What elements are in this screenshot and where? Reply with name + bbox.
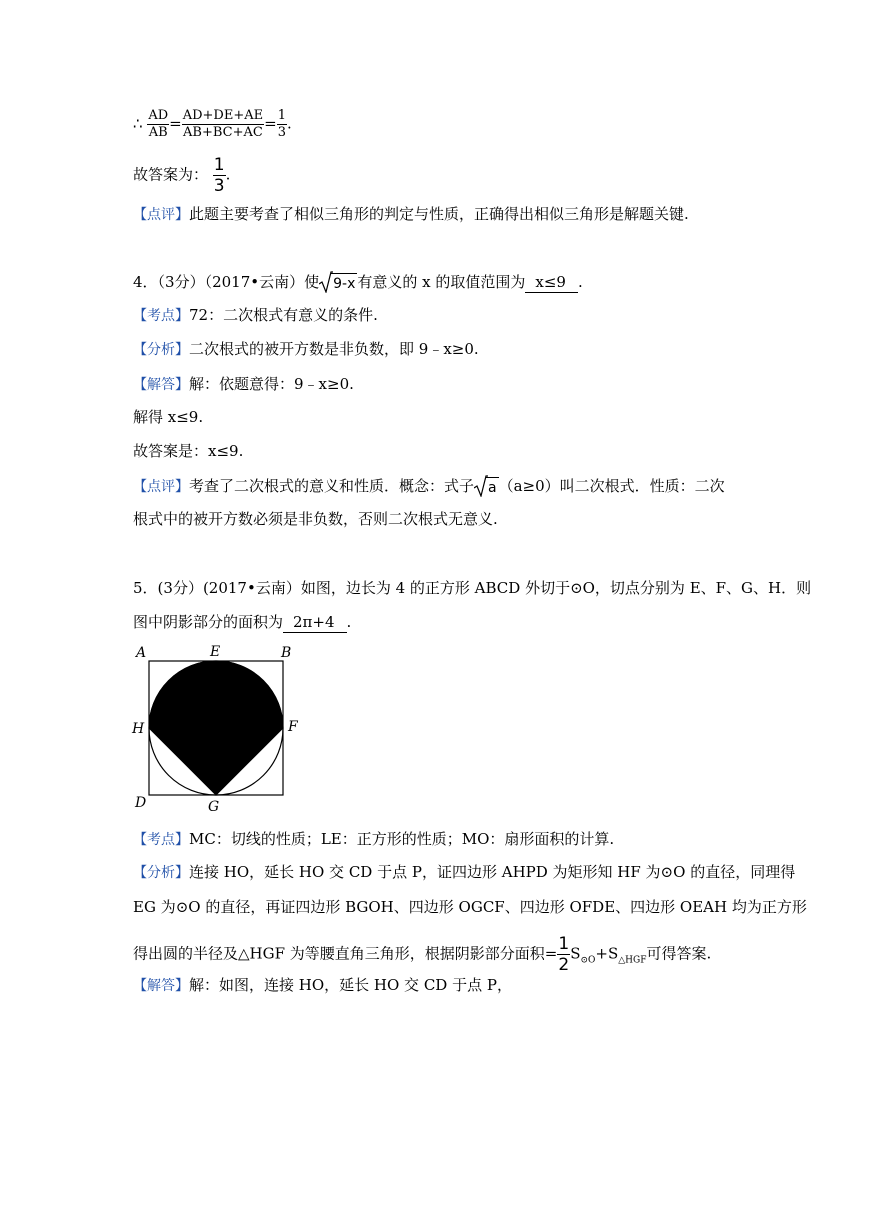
fraction-perimeters: $\frac{AD+DE+AE}{AB+BC+AC}$ bbox=[182, 108, 264, 140]
ratio-equation: ∴ $\frac{AD}{AB}$ = $\frac{AD+DE+AE}{AB+BC+AC}$ = $\frac{1}{3}$ . bbox=[133, 108, 292, 140]
fraction-one-third: $\frac{1}{3}$ bbox=[277, 108, 286, 140]
answer-line-q3: 故答案为： $\frac{1}{3}$ . bbox=[133, 155, 231, 196]
answer-line-q4: 故答案是：x≤9. bbox=[133, 442, 244, 460]
label-d: D bbox=[135, 795, 147, 811]
comment-line-q3: 【点评】此题主要考查了相似三角形的判定与性质，正确得出相似三角形是解题关键. bbox=[133, 205, 689, 223]
sqrt-a: a bbox=[474, 477, 499, 498]
comment-tag: 【点评】 bbox=[133, 207, 189, 223]
label-f: F bbox=[288, 719, 298, 735]
kaodian-line-q4: 【考点】72：二次根式有意义的条件. bbox=[133, 306, 378, 324]
question-5-stem-line1: 5．(3分）(2017•云南）如图，边长为 4 的正方形 ABCD 外切于⊙O，切点分别为 E、F、G、H．则 bbox=[133, 579, 812, 597]
shaded-region bbox=[149, 661, 283, 795]
answer-blank-q5: 2π+4 bbox=[283, 612, 347, 633]
fenxi-line2-q5: EG 为⊙O 的直径，再证四边形 BGOH、四边形 OGCF、四边形 OFDE、四边形 OEAH 均为正方形 bbox=[133, 898, 807, 916]
therefore-symbol: ∴ bbox=[133, 114, 143, 133]
label-e: E bbox=[210, 644, 221, 660]
question-5-stem-line2: 图中阴影部分的面积为 2π+4 . bbox=[133, 613, 352, 631]
answer-blank: x≤9 bbox=[525, 272, 578, 293]
label-h: H bbox=[132, 721, 145, 737]
geometry-figure bbox=[130, 641, 300, 816]
fenxi-line3-q5: 得出圆的半径及△HGF 为等腰直角三角形，根据阴影部分面积= $\frac{1}{2}$ $S_{⊙O}+S_{\triangle HGF}$可得答案. bbox=[133, 934, 712, 975]
solve-line-q4: 解得 x≤9. bbox=[133, 408, 204, 426]
half-fraction: $\frac{1}{2}$ bbox=[558, 934, 570, 975]
dianping-line2-q4: 根式中的被开方数必须是非负数，否则二次根式无意义. bbox=[133, 510, 498, 528]
fraction-ad-ab: $\frac{AD}{AB}$ bbox=[148, 108, 169, 140]
dianping-line-q4: 【点评】考查了二次根式的意义和性质．概念：式子 a （a≥0）叫二次根式．性质：二次 bbox=[133, 477, 725, 496]
jieda-line-q4: 【解答】解：依题意得：9﹣x≥0. bbox=[133, 375, 354, 393]
label-g: G bbox=[208, 799, 220, 815]
label-a: A bbox=[136, 645, 147, 661]
fenxi-line1-q5: 【分析】连接 HO，延长 HO 交 CD 于点 P，证四边形 AHPD 为矩形知 HF 为⊙O 的直径，同理得 bbox=[133, 863, 796, 881]
label-b: B bbox=[281, 645, 292, 661]
sqrt-expression: 9-x bbox=[319, 273, 357, 294]
answer-fraction: $\frac{1}{3}$ bbox=[213, 155, 225, 196]
kaodian-line-q5: 【考点】MC：切线的性质；LE：正方形的性质；MO：扇形面积的计算. bbox=[133, 830, 615, 848]
question-4-stem: 4．（3分）（2017•云南）使 9-x 有意义的 x 的取值范围为 x≤9 . bbox=[133, 273, 583, 292]
fenxi-line-q4: 【分析】二次根式的被开方数是非负数，即 9﹣x≥0. bbox=[133, 340, 479, 358]
jieda-line-q5: 【解答】解：如图，连接 HO，延长 HO 交 CD 于点 P， bbox=[133, 976, 512, 994]
